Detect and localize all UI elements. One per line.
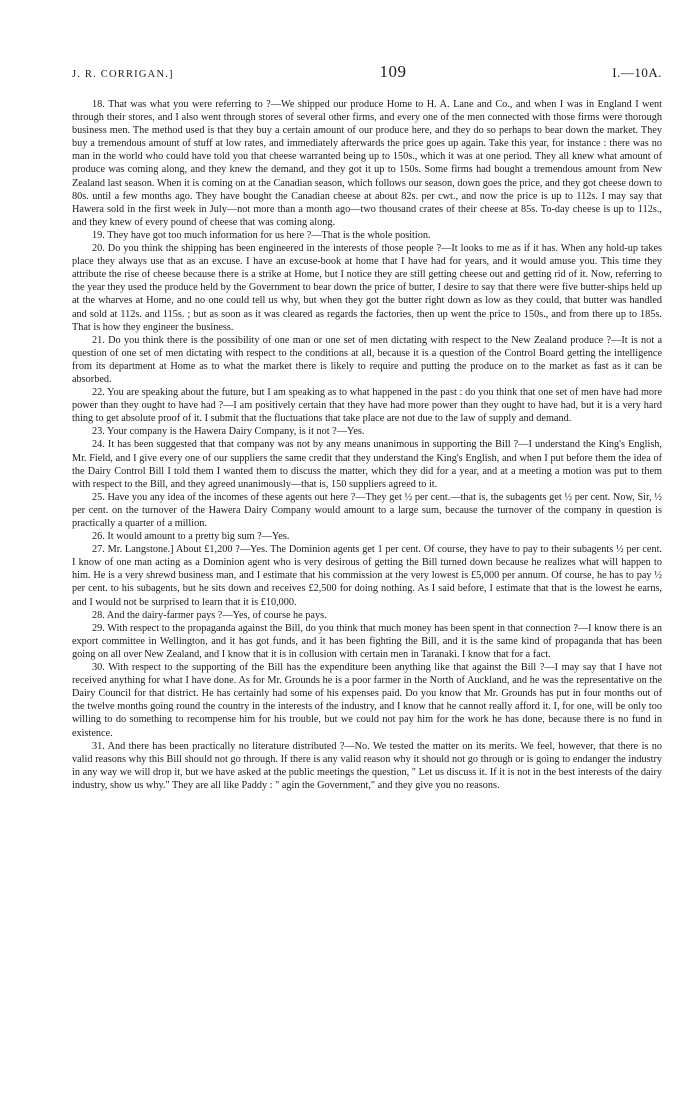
paragraph-31: 31. And there has been practically no literature distributed ?—No. We tested the matter on its merits. We feel, however, that there is no valid reasons why this Bill should not go through. If there is any valid reason why it should not go through or is going to endanger the industry in any way we will drop it, but we have asked at the public meetings the question, " Let us discuss it. If it is not in the best interests of the dairy industry, show us why." They are all like Paddy : " agin the Government," and they give you no reasons. bbox=[72, 740, 662, 791]
paragraph-25: 25. Have you any idea of the incomes of these agents out here ?—They get ½ per cent.—that is, the subagents get ½ per cent. Now, Sir, ½ per cent. on the turnover of the Hawera Dairy Company would amount to a large sum, because the turnover of the company in question is practically a quarter of a million. bbox=[72, 491, 662, 529]
paragraph-23: 23. Your company is the Hawera Dairy Company, is it not ?—Yes. bbox=[92, 426, 365, 438]
document-reference: I.—10A. bbox=[612, 65, 662, 80]
paragraph-26: 26. It would amount to a pretty big sum ?—Yes. bbox=[92, 531, 290, 543]
paragraph-29: 29. With respect to the propaganda against the Bill, do you think that much money has been spent in that connection ?—I know there is an export committee in Wellington, and it has got funds, and it has been fighting the Bill, and it is the same kind of propaganda that has been going on all over New Zealand, and I know that it is in collusion with certain men in Taranaki. I know that for a fact. bbox=[72, 622, 662, 660]
paragraph-24: 24. It has been suggested that that company was not by any means unanimous in supporting the Bill ?—I understand the King's English, Mr. Field, and I give every one of our suppliers the same credit that they understand the King's English, and when I put before them the idea of the Dairy Control Bill I told them I wanted them to discuss the matter, which they did for a year, and at a meeting a motion was put to them with respect to the Bill, and they agreed unanimously—that is, 150 suppliers agreed to it. bbox=[72, 439, 662, 490]
paragraph-30: 30. With respect to the supporting of the Bill has the expenditure been anything like that against the Bill ?—I may say that I have not received anything for what I have done. As for Mr. Grounds he is a poor farmer in the North of Auckland, and he was the representative on the Dairy Council for that district. He has certainly had some of his expenses paid. Do you know that Mr. Grounds has put in four months out of the twelve months going round the country in the interests of the industry, and I know that he cannot really afford it. I, for one, will be only too willing to do something to recompense him for his trouble, but we could not pay him for the work he has done, because there is no fund in existence. bbox=[72, 662, 662, 739]
paragraph-18: 18. That was what you were referring to ?—We shipped our produce Home to H. A. Lane and Co., and when I was in England I went through their stores, and I also went through stores of several other firms, and every one of the men connected with those firms were thorough business men. The method used is that they buy a certain amount of our produce here, and they do so perhaps to bear down the market. They buy a tremendous amount of stuff at low rates, and immediately afterwards the price goes up again. Take this year, for instance : there was no man in the world who could have told you that cheese warranted being up to 150s., which it was at one period. They all knew what amount of produce was coming along, and they knew the demand, and they got it up to 150s. Some firms had bought a tremendous amount from New Zealand last season. When it is coming on at the Canadian season, which follows our season, down goes the price, and they got cheese down to 80s. until a few months ago. They have bought the Canadian cheese at about 82s. per cwt., and now the price is up to 112s. I may say that Hawera sold in the first week in July—not more than a month ago—two thousand crates of their cheese at 85s. To-day cheese is up to 112s., and they knew of every pound of cheese that was coming along. bbox=[72, 99, 662, 228]
paragraph-27: 27. Mr. Langstone.] About £1,200 ?—Yes. The Dominion agents get 1 per cent. Of course, they have to pay to their subagents ½ per cent. I know of one man acting as a Dominion agent who is very desirous of getting the Bill turned down because he realizes what will happen to him. He is a very shrewd business man, and I estimate that his commission at the very lowest is £5,000 per annum. Of course, he has to pay ½ per cent. to his subagents, but he sits down and receives £2,500 for doing nothing. As I said before, I estimate that that is the lowest he earns, and I would not be surprised to learn that it is £10,000. bbox=[72, 544, 662, 608]
paragraph-20: 20. Do you think the shipping has been engineered in the interests of those people ?—It looks to me as if it has. When any hold-up takes place they always use that as an excuse. I have an excuse-book at home that I have had for years, and it would amuse you. This time they attribute the rise of cheese because there is a strike at Home, but I notice they are still getting cheese out and getting rid of it. Now, referring to the year they used the produce held by the Government to bear down the price of butter, I desire to say that there were five butter-ships held up at the wharves at Home, and no one could tell us why, but when they got the butter right down as low as they could, that butter was handled and sold at 112s. and 115s. ; but as soon as it was cleared as regards the factories, then up went the price to 150s., and from there up to 185s. That is how they engineer the business. bbox=[72, 243, 662, 333]
paragraph-21: 21. Do you think there is the possibility of one man or one set of men dictating with respect to the New Zealand produce ?—It is not a question of one set of men dictating with respect to the conditions at all, because it is a question of the Control Board getting the intelligence from its department at Home as to what the market there is likely to require and putting the produce on to the market as fast as it can be absorbed. bbox=[72, 334, 662, 385]
page-number: 109 bbox=[379, 62, 407, 81]
document-body bbox=[72, 98, 662, 792]
paragraph-22: 22. You are speaking about the future, but I am speaking as to what happened in the past : do you think that one set of men have had more power than they ought to have had ?—I am positively certain that they have had more power than they ought to have had, but it is a very hard thing to get absolute proof of it. I submit that the fluctuations that take place are not due to the law of supply and demand. bbox=[72, 387, 662, 425]
paragraph-28: 28. And the dairy-farmer pays ?—Yes, of course he pays. bbox=[92, 609, 327, 621]
header-witness: J. R. CORRIGAN.] bbox=[72, 69, 174, 80]
paragraph-19: 19. They have got too much information for us here ?—That is the whole position. bbox=[92, 229, 431, 241]
page-header bbox=[72, 62, 662, 82]
